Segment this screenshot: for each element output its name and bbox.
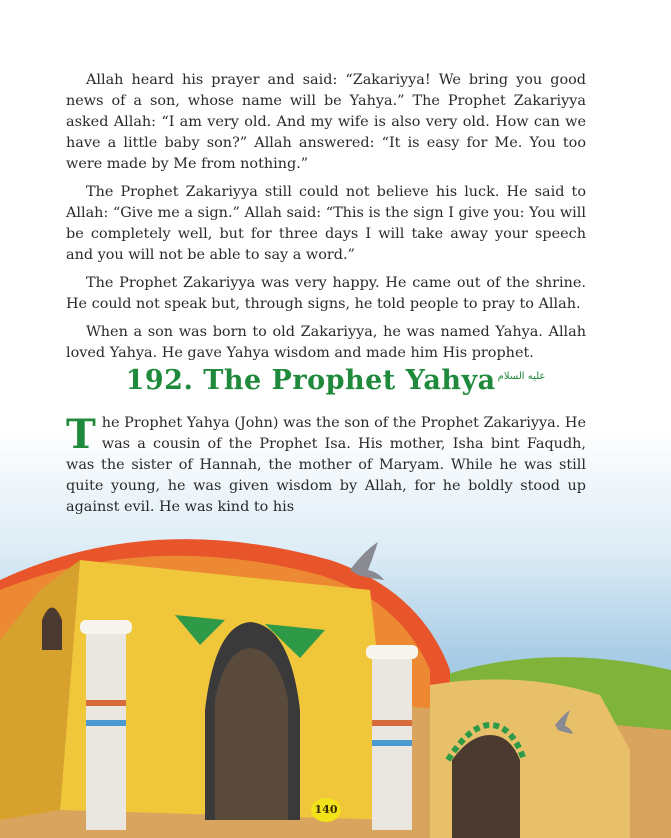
paragraph-2: The Prophet Zakariyya still could not believe his luck. He said to Allah: “Give me a sign.” Allah said: “This is the sign I give you: You will be completely well, but for three days I will take away your speech and you will not be able to say a word.”	[66, 184, 586, 263]
right-arch	[452, 735, 520, 838]
chapter-title-text: 192. The Prophet Yahya	[125, 365, 496, 396]
chapter-text-block	[66, 413, 586, 525]
dropcap: T	[66, 411, 96, 458]
page-number: 140	[311, 798, 341, 822]
temple-illustration	[0, 520, 671, 838]
paragraph-3: The Prophet Zakariyya was very happy. He came out of the shrine. He could not speak but, through signs, he told people to pray to Allah.	[66, 275, 586, 312]
chapter-paragraph	[66, 413, 586, 518]
main-arch-door	[215, 648, 288, 820]
pillar-right	[366, 645, 418, 830]
paragraph-1: Allah heard his prayer and said: “Zakariyya! We bring you good news of a son, whose name will be Yahya.” The Prophet Zakariyya asked Allah: “I am very old. And my wife is also very old. How can we have a little baby son?” Allah answered: “It is easy for Me. You too were made by Me from nothing.”	[66, 72, 586, 172]
top-text-block	[66, 70, 586, 371]
paragraph-4: When a son was born to old Zakariyya, he was named Yahya. Allah loved Yahya. He gave Yahya wisdom and made him His prophet.	[66, 324, 586, 361]
small-window	[42, 608, 62, 651]
chapter-title	[0, 365, 671, 396]
pillar-left	[80, 620, 132, 830]
honorific: عليه السلام	[497, 371, 546, 382]
chapter-paragraph-text: he Prophet Yahya (John) was the son of the Prophet Zakariyya. He was a cousin of the Prophet Isa. His mother, Isha bint Faqudh, was the sister of Hannah, the mother of Maryam. While he was still quite young, he was given wisdom by Allah, for he boldly stood up against evil. He was kind to his	[66, 415, 586, 515]
